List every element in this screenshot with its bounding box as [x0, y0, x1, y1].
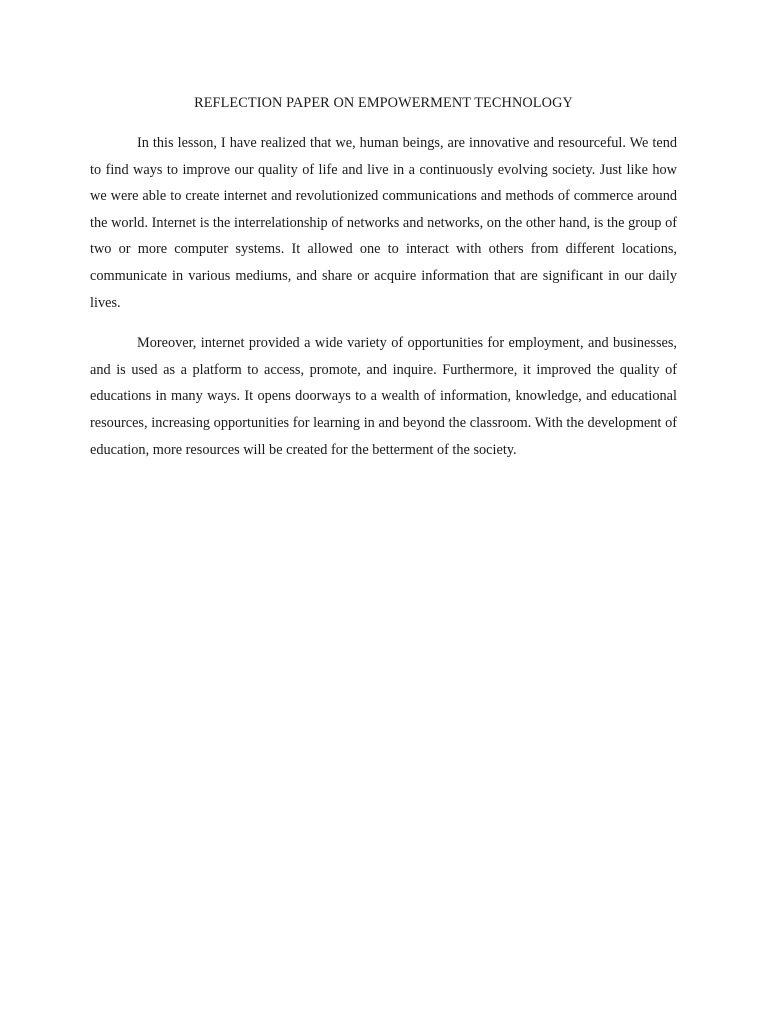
- paragraph-2: Moreover, internet provided a wide variety of opportunities for employment, and businesses, and is used as a platform to access, promote, and inquire. Furthermore, it improved the quality of educations in many ways. It opens doorways to a wealth of information, knowledge, and educational resources, increasing opportunities for learning in and beyond the classroom. With the development of education, more resources will be created for the betterment of the society.: [90, 335, 677, 458]
- document-title: REFLECTION PAPER ON EMPOWERMENT TECHNOLOGY: [194, 95, 573, 111]
- document-body: [90, 90, 677, 477]
- paragraph-1: In this lesson, I have realized that we, human beings, are innovative and resourceful. We tend to find ways to improve our quality of life and live in a continuously evolving society. Just like how we were able to create internet and revolutionized communications and methods of commerce around the world. Internet is the interrelationship of networks and networks, on the other hand, is the group of two or more computer systems. It allowed one to interact with others from different locations, communicate in various mediums, and share or acquire information that are significant in our daily lives.: [90, 135, 677, 311]
